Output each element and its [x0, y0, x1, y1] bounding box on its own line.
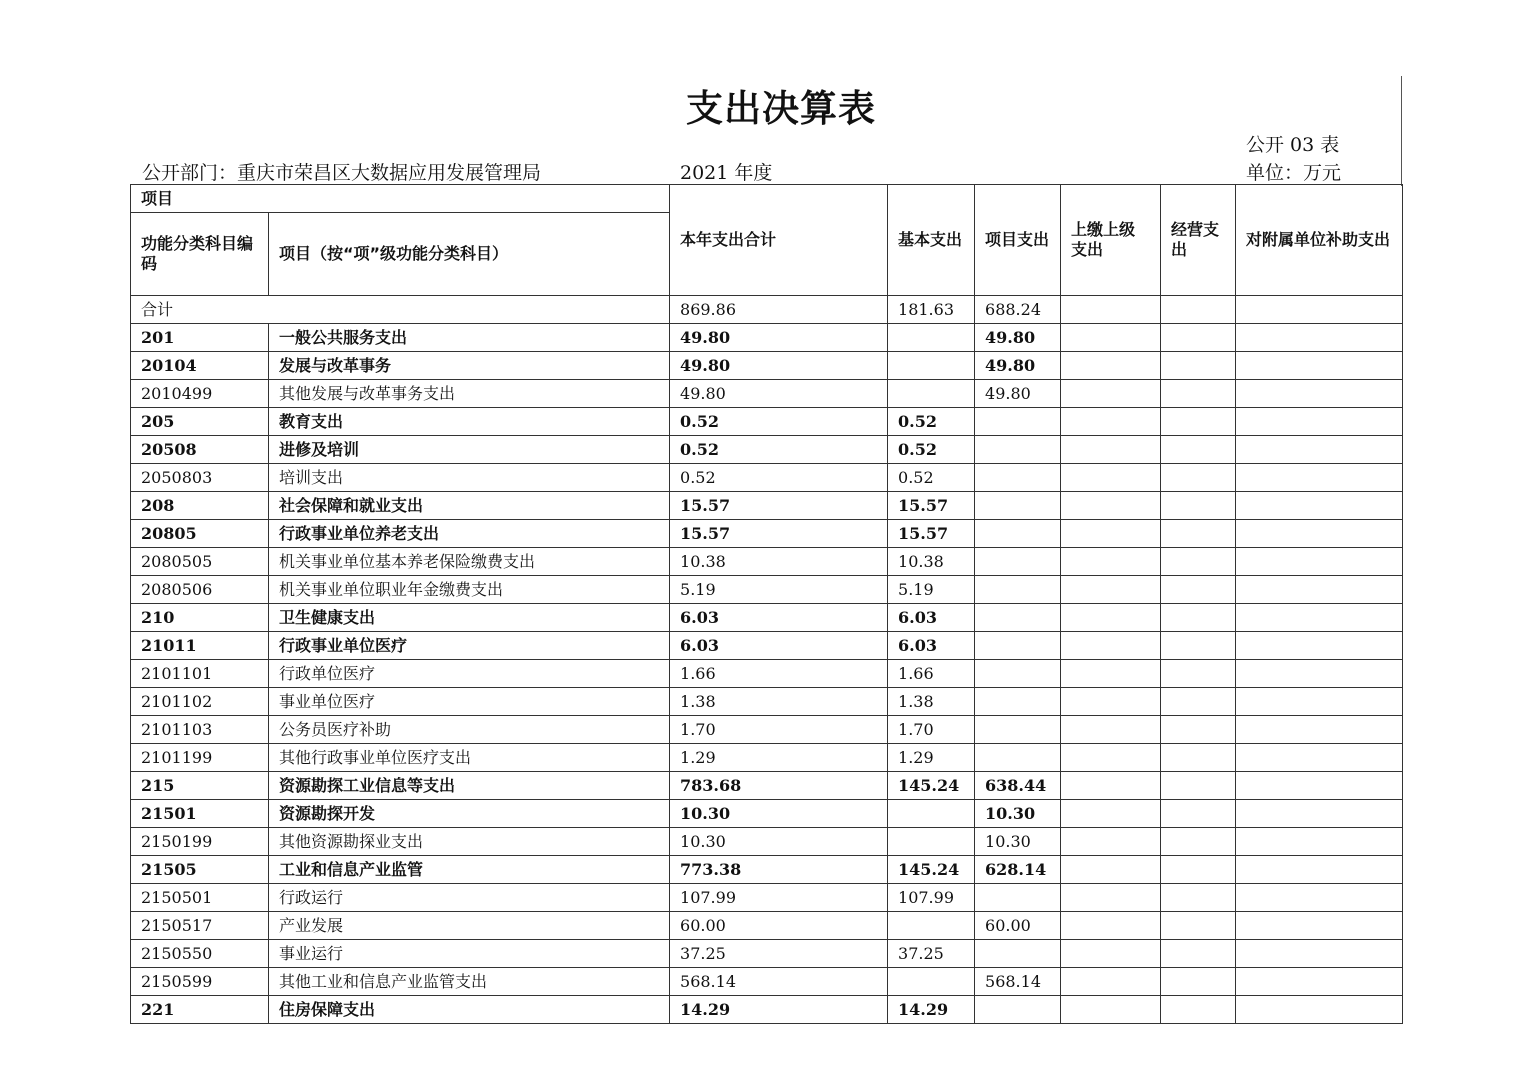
row-basic-cell: 37.25	[888, 940, 975, 968]
row-total-cell: 783.68	[670, 772, 888, 800]
row-business-cell	[1161, 324, 1236, 352]
row-project-cell	[975, 884, 1061, 912]
row-subsidy-cell	[1236, 968, 1403, 996]
row-business-cell	[1161, 632, 1236, 660]
row-code-cell: 2101103	[131, 716, 269, 744]
row-project-cell: 49.80	[975, 380, 1061, 408]
table-row	[131, 520, 1403, 548]
row-subsidy-cell	[1236, 408, 1403, 436]
row-total-cell: 1.70	[670, 716, 888, 744]
row-business-cell	[1161, 296, 1236, 324]
row-project-cell: 688.24	[975, 296, 1061, 324]
row-business-cell	[1161, 884, 1236, 912]
row-business-cell	[1161, 464, 1236, 492]
row-project-cell: 10.30	[975, 800, 1061, 828]
row-upper-cell	[1061, 884, 1161, 912]
row-basic-cell: 1.38	[888, 688, 975, 716]
row-name-cell: 工业和信息产业监管	[269, 856, 670, 884]
table-row	[131, 324, 1403, 352]
row-name-cell: 其他发展与改革事务支出	[269, 380, 670, 408]
row-basic-cell	[888, 968, 975, 996]
row-basic-cell	[888, 912, 975, 940]
row-code-cell: 2150517	[131, 912, 269, 940]
row-code-cell: 2150501	[131, 884, 269, 912]
row-subsidy-cell	[1236, 604, 1403, 632]
row-name-cell: 其他行政事业单位医疗支出	[269, 744, 670, 772]
row-total-cell: 37.25	[670, 940, 888, 968]
row-subsidy-cell	[1236, 296, 1403, 324]
row-code-cell: 2080506	[131, 576, 269, 604]
row-name-cell: 资源勘探开发	[269, 800, 670, 828]
row-business-cell	[1161, 576, 1236, 604]
header-name: 项目（按“项”级功能分类科目）	[269, 213, 670, 296]
table-row	[131, 296, 1403, 324]
row-code-cell: 20805	[131, 520, 269, 548]
row-project-cell	[975, 716, 1061, 744]
row-name-cell: 行政单位医疗	[269, 660, 670, 688]
row-name-cell: 一般公共服务支出	[269, 324, 670, 352]
row-code-cell: 221	[131, 996, 269, 1024]
row-basic-cell: 14.29	[888, 996, 975, 1024]
row-business-cell	[1161, 856, 1236, 884]
row-upper-cell	[1061, 352, 1161, 380]
department-label: 公开部门：重庆市荣昌区大数据应用发展管理局	[142, 162, 542, 184]
row-project-cell: 628.14	[975, 856, 1061, 884]
row-total-cell: 773.38	[670, 856, 888, 884]
row-name-cell: 行政事业单位养老支出	[269, 520, 670, 548]
table-row	[131, 940, 1403, 968]
row-total-cell: 107.99	[670, 884, 888, 912]
row-basic-cell: 15.57	[888, 520, 975, 548]
row-business-cell	[1161, 772, 1236, 800]
row-code-cell: 21501	[131, 800, 269, 828]
row-name-cell: 发展与改革事务	[269, 352, 670, 380]
row-business-cell	[1161, 688, 1236, 716]
row-name-cell: 进修及培训	[269, 436, 670, 464]
row-code-cell: 21505	[131, 856, 269, 884]
row-basic-cell	[888, 352, 975, 380]
row-upper-cell	[1061, 548, 1161, 576]
row-basic-cell	[888, 800, 975, 828]
table-row	[131, 408, 1403, 436]
row-upper-cell	[1061, 660, 1161, 688]
table-row	[131, 576, 1403, 604]
row-upper-cell	[1061, 744, 1161, 772]
row-total-cell: 10.38	[670, 548, 888, 576]
row-upper-cell	[1061, 968, 1161, 996]
table-row	[131, 856, 1403, 884]
row-subsidy-cell	[1236, 996, 1403, 1024]
header-project-expense: 项目支出	[975, 185, 1061, 296]
fiscal-year: 2021 年度	[680, 162, 773, 184]
row-upper-cell	[1061, 576, 1161, 604]
table-row	[131, 352, 1403, 380]
row-project-cell	[975, 492, 1061, 520]
row-total-cell: 869.86	[670, 296, 888, 324]
row-upper-cell	[1061, 408, 1161, 436]
row-upper-cell	[1061, 856, 1161, 884]
table-row	[131, 464, 1403, 492]
unit-label: 单位：万元	[1246, 162, 1342, 184]
row-basic-cell: 6.03	[888, 632, 975, 660]
form-number: 公开 03 表	[1246, 134, 1340, 156]
row-business-cell	[1161, 940, 1236, 968]
row-name-cell: 卫生健康支出	[269, 604, 670, 632]
row-basic-cell: 145.24	[888, 772, 975, 800]
row-business-cell	[1161, 716, 1236, 744]
row-project-cell	[975, 688, 1061, 716]
row-subsidy-cell	[1236, 772, 1403, 800]
table-row	[131, 912, 1403, 940]
row-basic-cell: 6.03	[888, 604, 975, 632]
row-upper-cell	[1061, 688, 1161, 716]
row-business-cell	[1161, 548, 1236, 576]
row-subsidy-cell	[1236, 688, 1403, 716]
expenditure-table	[130, 184, 1403, 1024]
row-total-cell: 0.52	[670, 464, 888, 492]
header-basic: 基本支出	[888, 185, 975, 296]
row-business-cell	[1161, 660, 1236, 688]
row-basic-cell	[888, 324, 975, 352]
page-title: 支出决算表	[686, 87, 876, 130]
row-subsidy-cell	[1236, 940, 1403, 968]
row-business-cell	[1161, 492, 1236, 520]
table-row	[131, 492, 1403, 520]
row-upper-cell	[1061, 296, 1161, 324]
row-basic-cell: 5.19	[888, 576, 975, 604]
row-project-cell	[975, 660, 1061, 688]
row-total-cell: 60.00	[670, 912, 888, 940]
row-code-cell: 2101199	[131, 744, 269, 772]
row-subsidy-cell	[1236, 464, 1403, 492]
row-subsidy-cell	[1236, 660, 1403, 688]
row-business-cell	[1161, 912, 1236, 940]
row-total-cell: 1.38	[670, 688, 888, 716]
table-row	[131, 548, 1403, 576]
table-row	[131, 772, 1403, 800]
row-subsidy-cell	[1236, 800, 1403, 828]
header-subsidy: 对附属单位补助支出	[1236, 185, 1403, 296]
row-basic-cell: 15.57	[888, 492, 975, 520]
row-business-cell	[1161, 520, 1236, 548]
row-project-cell	[975, 632, 1061, 660]
row-total-cell: 0.52	[670, 436, 888, 464]
row-business-cell	[1161, 604, 1236, 632]
header-code: 功能分类科目编码	[131, 213, 269, 296]
row-project-cell	[975, 464, 1061, 492]
row-basic-cell: 1.66	[888, 660, 975, 688]
row-basic-cell	[888, 380, 975, 408]
row-name-cell: 行政运行	[269, 884, 670, 912]
table-row	[131, 968, 1403, 996]
row-name-cell: 社会保障和就业支出	[269, 492, 670, 520]
row-code-cell: 208	[131, 492, 269, 520]
row-upper-cell	[1061, 716, 1161, 744]
row-business-cell	[1161, 408, 1236, 436]
header-upper: 上缴上级支出	[1061, 185, 1161, 296]
row-upper-cell	[1061, 632, 1161, 660]
row-business-cell	[1161, 352, 1236, 380]
row-project-cell	[975, 996, 1061, 1024]
row-subsidy-cell	[1236, 744, 1403, 772]
row-total-cell: 10.30	[670, 800, 888, 828]
row-subsidy-cell	[1236, 324, 1403, 352]
row-name-cell: 资源勘探工业信息等支出	[269, 772, 670, 800]
row-name-cell: 培训支出	[269, 464, 670, 492]
row-basic-cell: 0.52	[888, 408, 975, 436]
row-basic-cell: 1.29	[888, 744, 975, 772]
row-upper-cell	[1061, 828, 1161, 856]
row-basic-cell: 145.24	[888, 856, 975, 884]
row-subsidy-cell	[1236, 436, 1403, 464]
row-code-cell: 2101102	[131, 688, 269, 716]
row-name-cell: 事业单位医疗	[269, 688, 670, 716]
table-row	[131, 716, 1403, 744]
row-upper-cell	[1061, 324, 1161, 352]
row-total-cell: 49.80	[670, 380, 888, 408]
row-upper-cell	[1061, 436, 1161, 464]
table-row	[131, 996, 1403, 1024]
row-upper-cell	[1061, 464, 1161, 492]
row-project-cell	[975, 744, 1061, 772]
row-upper-cell	[1061, 772, 1161, 800]
table-row	[131, 380, 1403, 408]
table-row	[131, 800, 1403, 828]
row-subsidy-cell	[1236, 632, 1403, 660]
row-upper-cell	[1061, 604, 1161, 632]
row-project-cell: 568.14	[975, 968, 1061, 996]
row-subsidy-cell	[1236, 716, 1403, 744]
row-code-cell: 2101101	[131, 660, 269, 688]
row-name-cell: 其他工业和信息产业监管支出	[269, 968, 670, 996]
row-code-cell: 2010499	[131, 380, 269, 408]
row-code-cell: 20104	[131, 352, 269, 380]
row-name-cell: 产业发展	[269, 912, 670, 940]
row-code-cell: 201	[131, 324, 269, 352]
table-row	[131, 604, 1403, 632]
header-project: 项目	[131, 185, 670, 213]
table-row	[131, 660, 1403, 688]
row-business-cell	[1161, 968, 1236, 996]
row-basic-cell: 10.38	[888, 548, 975, 576]
row-basic-cell: 107.99	[888, 884, 975, 912]
row-total-cell: 10.30	[670, 828, 888, 856]
row-total-cell: 49.80	[670, 324, 888, 352]
row-name-cell: 机关事业单位职业年金缴费支出	[269, 576, 670, 604]
row-project-cell	[975, 604, 1061, 632]
table-row	[131, 884, 1403, 912]
row-project-cell: 10.30	[975, 828, 1061, 856]
row-project-cell: 60.00	[975, 912, 1061, 940]
table-row	[131, 688, 1403, 716]
row-total-cell: 1.29	[670, 744, 888, 772]
row-total-cell: 49.80	[670, 352, 888, 380]
row-total-cell: 6.03	[670, 632, 888, 660]
row-business-cell	[1161, 380, 1236, 408]
row-subsidy-cell	[1236, 352, 1403, 380]
row-total-cell: 6.03	[670, 604, 888, 632]
row-total-cell: 15.57	[670, 520, 888, 548]
table-row	[131, 828, 1403, 856]
row-total-cell: 0.52	[670, 408, 888, 436]
row-project-cell: 638.44	[975, 772, 1061, 800]
row-project-cell	[975, 436, 1061, 464]
row-code-cell: 210	[131, 604, 269, 632]
row-subsidy-cell	[1236, 912, 1403, 940]
row-project-cell	[975, 940, 1061, 968]
row-upper-cell	[1061, 996, 1161, 1024]
row-basic-cell: 0.52	[888, 436, 975, 464]
row-name-cell: 事业运行	[269, 940, 670, 968]
row-subsidy-cell	[1236, 520, 1403, 548]
row-business-cell	[1161, 828, 1236, 856]
row-business-cell	[1161, 996, 1236, 1024]
row-basic-cell	[888, 828, 975, 856]
row-code-cell: 2150199	[131, 828, 269, 856]
row-basic-cell: 181.63	[888, 296, 975, 324]
row-subsidy-cell	[1236, 856, 1403, 884]
row-business-cell	[1161, 800, 1236, 828]
row-project-cell: 49.80	[975, 324, 1061, 352]
row-project-cell	[975, 576, 1061, 604]
row-upper-cell	[1061, 492, 1161, 520]
row-upper-cell	[1061, 912, 1161, 940]
table-row	[131, 436, 1403, 464]
header-business: 经营支出	[1161, 185, 1236, 296]
row-subsidy-cell	[1236, 576, 1403, 604]
row-code-cell: 2080505	[131, 548, 269, 576]
row-total-cell: 1.66	[670, 660, 888, 688]
row-subsidy-cell	[1236, 492, 1403, 520]
row-project-cell	[975, 520, 1061, 548]
row-name-cell: 公务员医疗补助	[269, 716, 670, 744]
row-basic-cell: 1.70	[888, 716, 975, 744]
row-upper-cell	[1061, 800, 1161, 828]
row-business-cell	[1161, 744, 1236, 772]
row-code-cell: 2050803	[131, 464, 269, 492]
row-code-cell: 合计	[131, 296, 670, 324]
row-business-cell	[1161, 436, 1236, 464]
row-total-cell: 568.14	[670, 968, 888, 996]
row-subsidy-cell	[1236, 380, 1403, 408]
table-row	[131, 744, 1403, 772]
table-row	[131, 632, 1403, 660]
row-total-cell: 5.19	[670, 576, 888, 604]
row-project-cell: 49.80	[975, 352, 1061, 380]
row-project-cell	[975, 408, 1061, 436]
row-upper-cell	[1061, 380, 1161, 408]
row-total-cell: 15.57	[670, 492, 888, 520]
row-name-cell: 教育支出	[269, 408, 670, 436]
row-code-cell: 2150599	[131, 968, 269, 996]
row-code-cell: 205	[131, 408, 269, 436]
row-name-cell: 住房保障支出	[269, 996, 670, 1024]
row-subsidy-cell	[1236, 548, 1403, 576]
row-code-cell: 215	[131, 772, 269, 800]
row-code-cell: 2150550	[131, 940, 269, 968]
row-upper-cell	[1061, 520, 1161, 548]
row-upper-cell	[1061, 940, 1161, 968]
row-name-cell: 行政事业单位医疗	[269, 632, 670, 660]
row-subsidy-cell	[1236, 884, 1403, 912]
row-subsidy-cell	[1236, 828, 1403, 856]
row-total-cell: 14.29	[670, 996, 888, 1024]
row-code-cell: 21011	[131, 632, 269, 660]
row-basic-cell: 0.52	[888, 464, 975, 492]
header-total: 本年支出合计	[670, 185, 888, 296]
row-code-cell: 20508	[131, 436, 269, 464]
row-project-cell	[975, 548, 1061, 576]
row-name-cell: 机关事业单位基本养老保险缴费支出	[269, 548, 670, 576]
row-name-cell: 其他资源勘探业支出	[269, 828, 670, 856]
